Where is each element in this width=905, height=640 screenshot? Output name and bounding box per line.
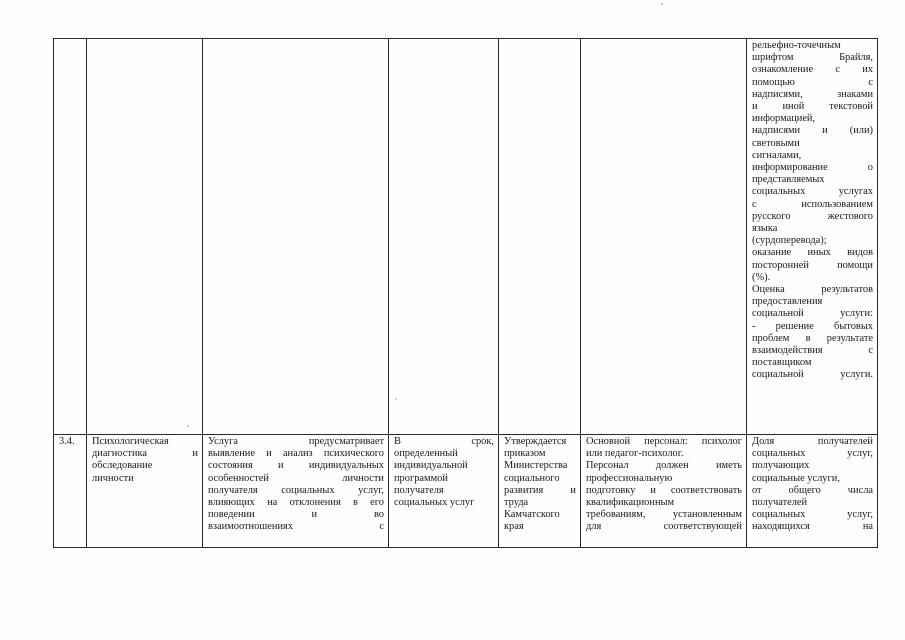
text-line: приказом (504, 448, 546, 460)
text-line: получателей (752, 497, 808, 509)
services-table (53, 38, 878, 548)
scan-speck (661, 3, 663, 5)
text-line: социальных услуг, (752, 509, 873, 521)
text-line: для соответствующей (586, 521, 742, 533)
service-staff (586, 436, 742, 534)
text-line: представляемых (752, 174, 825, 186)
text-line: подготовку и соответствовать (586, 484, 742, 496)
text-line: находящихся на (752, 521, 873, 533)
text-line: профессиональную (586, 472, 673, 484)
text-line: - решение бытовых (752, 320, 873, 332)
text-line: Утверждается (504, 436, 567, 447)
scan-speck (187, 425, 189, 427)
cell-indicators-continuation (747, 39, 878, 435)
service-description (208, 436, 384, 534)
text-line: получателя социальных услуг, (208, 484, 384, 496)
cell-approval-empty (499, 39, 581, 435)
cell-description (203, 435, 389, 548)
text-line: индивидуальной (394, 460, 468, 472)
text-line: проблем в результате (752, 332, 873, 344)
text-line: ознакомление с их (752, 64, 873, 76)
text-line: социальной услуги. (752, 369, 873, 381)
text-line: и иной текстовой (752, 101, 873, 113)
text-line: Оценка результатов (752, 284, 873, 296)
text-line: диагностика и (92, 448, 198, 460)
text-line: социальных услуг, (752, 448, 873, 460)
cell-term-empty (389, 39, 499, 435)
text-line: выявление и анализ психического (208, 448, 384, 460)
continuation-text (752, 40, 873, 382)
cell-staff-empty (581, 39, 747, 435)
text-line: Основной персонал: психолог (586, 436, 742, 447)
text-line: взаимодействия с (752, 345, 873, 357)
text-line: посторонней помощи (752, 259, 873, 271)
text-line: русского жестового (752, 210, 873, 222)
text-line: определенный (394, 448, 458, 460)
text-line: В срок, (394, 436, 494, 447)
text-line: оказание иных видов (752, 247, 873, 259)
text-line: шрифтом Брайля, (752, 52, 873, 64)
service-term (394, 436, 494, 509)
row-number: 3.4. (59, 436, 75, 447)
text-line: социальных услугах (752, 186, 873, 198)
cell-term (389, 435, 499, 548)
text-line: поведении и во (208, 509, 384, 521)
text-line: рельефно-точечным (752, 40, 841, 51)
text-line: световыми (752, 137, 800, 149)
cell-name (87, 435, 203, 548)
text-line: обследование (92, 460, 153, 472)
text-line: социальные услуги, (752, 472, 840, 484)
text-line: Персонал должен иметь (586, 460, 742, 472)
text-line: труда (504, 497, 529, 509)
text-line: программой (394, 472, 448, 484)
text-line: Психологическая (92, 436, 169, 447)
text-line: социальной услуги: (752, 308, 873, 320)
cell-name-empty (87, 39, 203, 435)
text-line: от общего числа (752, 484, 873, 496)
cell-number-empty (54, 39, 87, 435)
cell-number (54, 435, 87, 548)
cell-staff (581, 435, 747, 548)
text-line: помощью с (752, 76, 873, 88)
service-approval (504, 436, 576, 534)
table-row-continuation (54, 39, 878, 435)
text-line: взаимоотношениях с (208, 521, 384, 533)
text-line: с использованием (752, 198, 873, 210)
text-line: надписями, знаками (752, 88, 873, 100)
service-indicators (752, 436, 873, 534)
text-line: или педагог-психолог. (586, 448, 684, 460)
text-line: Камчатского (504, 509, 560, 521)
cell-approval (499, 435, 581, 548)
text-line: Доля получателей (752, 436, 873, 447)
service-name (92, 436, 198, 485)
text-line: языка (752, 223, 778, 235)
text-line: развития и (504, 484, 576, 496)
text-line: поставщиком (752, 357, 812, 369)
text-line: Министерства (504, 460, 568, 472)
text-line: получающих (752, 460, 810, 472)
text-line: сигналами, (752, 149, 802, 161)
scan-speck (395, 398, 397, 400)
cell-indicators (747, 435, 878, 548)
text-line: социального (504, 472, 560, 484)
text-line: (сурдоперевода); (752, 235, 827, 247)
text-line: края (504, 521, 524, 533)
table-row-3-4 (54, 435, 878, 548)
text-line: квалификационным (586, 497, 675, 509)
text-line: состояния и индивидуальных (208, 460, 384, 472)
text-line: Услуга предусматривает (208, 436, 384, 447)
text-line: социальных услуг (394, 497, 475, 509)
text-line: надписями и (или) (752, 125, 873, 137)
text-line: предоставления (752, 296, 823, 308)
text-line: требованиям, установленным (586, 509, 742, 521)
text-line: личности (92, 472, 134, 484)
text-line: (%). (752, 271, 771, 283)
text-line: информирование о (752, 162, 873, 174)
text-line: получателя (394, 484, 444, 496)
text-line: особенностей личности (208, 472, 384, 484)
text-line: информацией, (752, 113, 816, 125)
cell-description-empty (203, 39, 389, 435)
text-line: влияющих на отклонения в его (208, 497, 384, 509)
